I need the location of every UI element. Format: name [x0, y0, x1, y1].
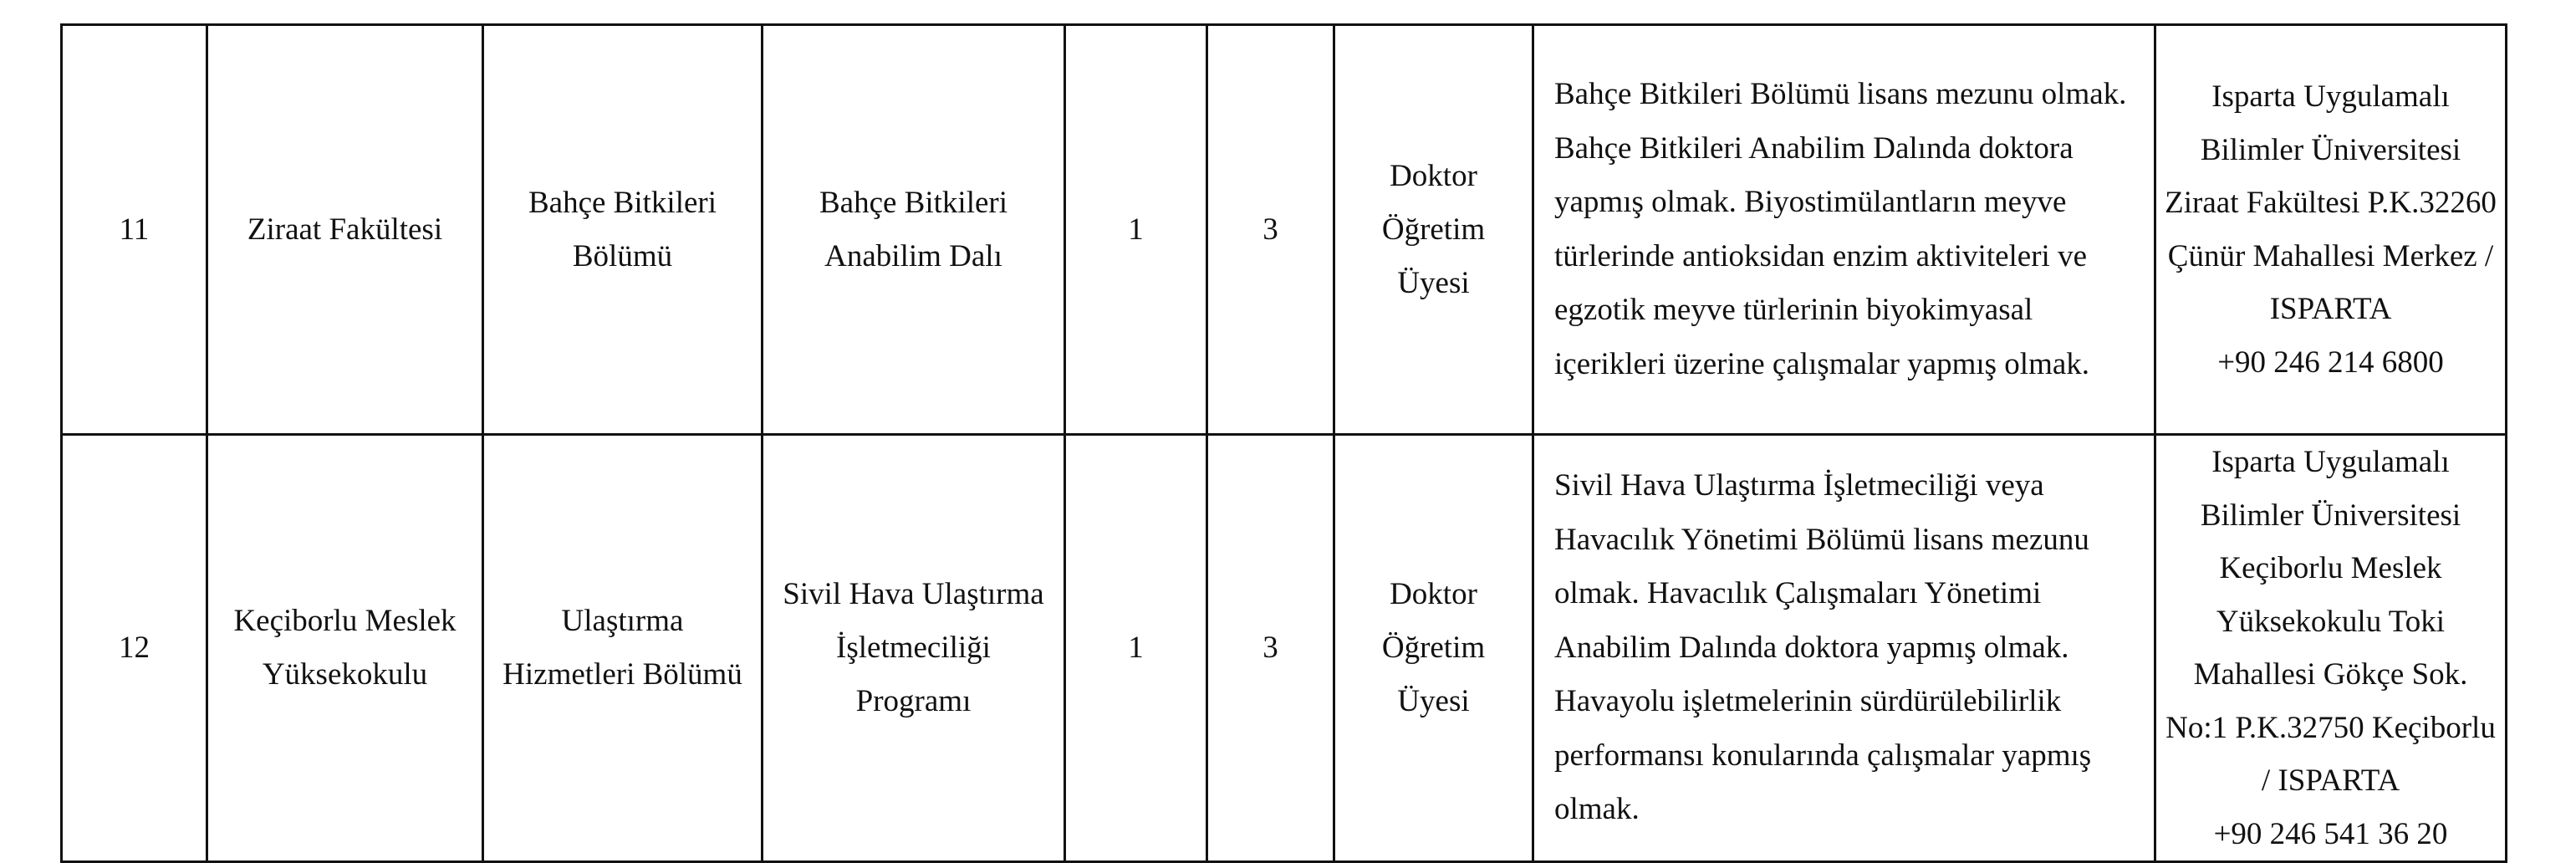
position-table — [60, 23, 2507, 863]
cell-department: Ulaştırma Hizmetleri Bölümü — [483, 435, 763, 862]
document-page — [60, 23, 2505, 851]
cell-faculty: Ziraat Fakültesi — [207, 25, 483, 435]
cell-address — [2155, 435, 2507, 862]
phone-number: +90 246 214 6800 — [2217, 345, 2444, 380]
cell-address — [2155, 25, 2507, 435]
cell-title: Doktor Öğretim Üyesi — [1334, 435, 1533, 862]
cell-degree: 3 — [1207, 25, 1334, 435]
table-row — [62, 435, 2507, 862]
cell-faculty: Keçiborlu Meslek Yüksekokulu — [207, 435, 483, 862]
cell-requirements: Bahçe Bitkileri Bölümü lisans mezunu olmak. Bahçe Bitkileri Anabilim Dalında doktora yapmış olmak. Biyostimülantların meyve türlerinde antioksidan enzim aktiviteleri ve egzotik meyve türlerinin biyokimyasal içerikleri üzerine çalışmalar yapmış olmak. — [1533, 25, 2155, 435]
table-row — [62, 25, 2507, 435]
cell-count: 1 — [1065, 25, 1207, 435]
phone-number: +90 246 541 36 20 — [2213, 816, 2448, 851]
address-text: Isparta Uygulamalı Bilimler Üniversitesi Ziraat Fakültesi P.K.32260 Çünür Mahallesi Merkez / ISPARTA — [2165, 79, 2497, 326]
cell-no: 11 — [62, 25, 207, 435]
cell-degree: 3 — [1207, 435, 1334, 862]
cell-department: Bahçe Bitkileri Bölümü — [483, 25, 763, 435]
cell-no: 12 — [62, 435, 207, 862]
cell-title: Doktor Öğretim Üyesi — [1334, 25, 1533, 435]
cell-count: 1 — [1065, 435, 1207, 862]
cell-division: Sivil Hava Ulaştırma İşletmeciliği Programı — [763, 435, 1065, 862]
cell-requirements: Sivil Hava Ulaştırma İşletmeciliği veya Havacılık Yönetimi Bölümü lisans mezunu olmak. Havacılık Çalışmaları Yönetimi Anabilim Dalında doktora yapmış olmak. Havayolu işletmelerinin sürdürülebilirlik performansı konularında çalışmalar yapmış olmak. — [1533, 435, 2155, 862]
cell-division: Bahçe Bitkileri Anabilim Dalı — [763, 25, 1065, 435]
address-text: Isparta Uygulamalı Bilimler Üniversitesi Keçiborlu Meslek Yüksekokulu Toki Mahallesi Gökçe Sok. No:1 P.K.32750 Keçiborlu / ISPARTA — [2165, 445, 2496, 798]
